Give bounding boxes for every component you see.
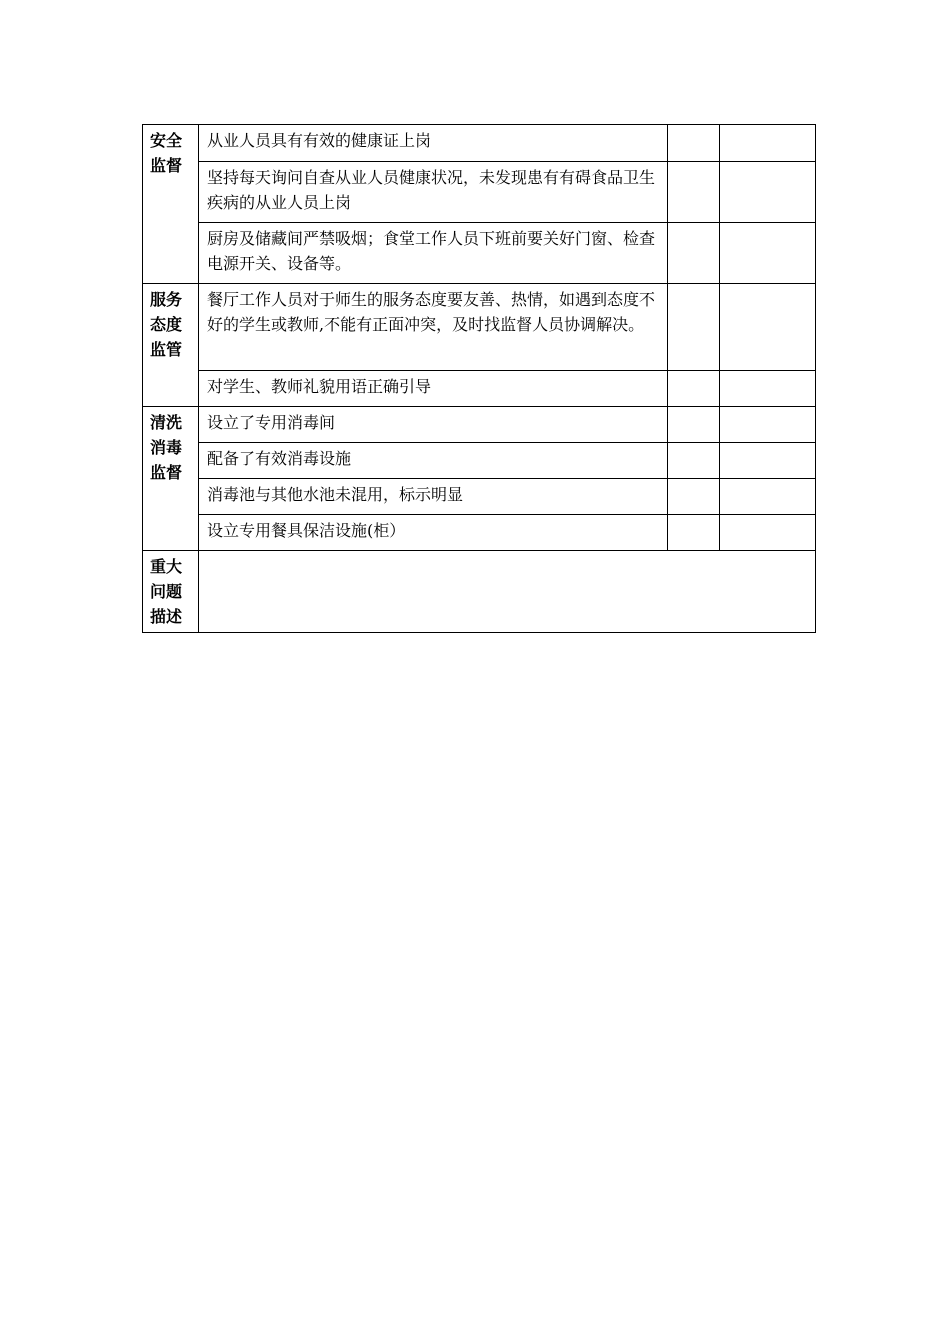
check-item: 餐厅工作人员对于师生的服务态度要友善、热情，如遇到态度不好的学生或教师,不能有正面冲突，及时找监督人员协调解决。 <box>199 284 668 371</box>
check-cell[interactable] <box>668 125 720 162</box>
check-cell[interactable] <box>668 371 720 407</box>
major-issue-description-field[interactable] <box>199 551 816 633</box>
remark-cell[interactable] <box>720 125 816 162</box>
check-item: 对学生、教师礼貌用语正确引导 <box>199 371 668 407</box>
check-item: 厨房及储藏间严禁吸烟；食堂工作人员下班前要关好门窗、检查电源开关、设备等。 <box>199 223 668 284</box>
table-row <box>143 223 816 284</box>
remark-cell[interactable] <box>720 443 816 479</box>
remark-cell[interactable] <box>720 407 816 443</box>
remark-cell[interactable] <box>720 515 816 551</box>
check-cell[interactable] <box>668 443 720 479</box>
inspection-checklist-table <box>142 124 816 633</box>
check-item: 消毒池与其他水池未混用，标示明显 <box>199 479 668 515</box>
table-row <box>143 443 816 479</box>
check-item: 坚持每天询问自查从业人员健康状况，未发现患有有碍食品卫生疾病的从业人员上岗 <box>199 162 668 223</box>
table-row <box>143 551 816 633</box>
category-cell-disinfection: 清洗消毒监督 <box>143 407 199 551</box>
remark-cell[interactable] <box>720 223 816 284</box>
check-item: 设立专用餐具保洁设施(柜） <box>199 515 668 551</box>
table-row <box>143 284 816 371</box>
table-row <box>143 125 816 162</box>
table-row <box>143 515 816 551</box>
table-row <box>143 162 816 223</box>
check-item: 设立了专用消毒间 <box>199 407 668 443</box>
check-cell[interactable] <box>668 223 720 284</box>
check-item: 配备了有效消毒设施 <box>199 443 668 479</box>
check-cell[interactable] <box>668 407 720 443</box>
category-cell-safety: 安全监督 <box>143 125 199 284</box>
remark-cell[interactable] <box>720 284 816 371</box>
check-cell[interactable] <box>668 162 720 223</box>
table-row <box>143 479 816 515</box>
remark-cell[interactable] <box>720 162 816 223</box>
remark-cell[interactable] <box>720 479 816 515</box>
check-item: 从业人员具有有效的健康证上岗 <box>199 125 668 162</box>
category-cell-service: 服务态度监管 <box>143 284 199 407</box>
table-row <box>143 371 816 407</box>
category-cell-major-issues: 重大问题描述 <box>143 551 199 633</box>
check-cell[interactable] <box>668 479 720 515</box>
check-cell[interactable] <box>668 515 720 551</box>
table-row <box>143 407 816 443</box>
check-cell[interactable] <box>668 284 720 371</box>
remark-cell[interactable] <box>720 371 816 407</box>
